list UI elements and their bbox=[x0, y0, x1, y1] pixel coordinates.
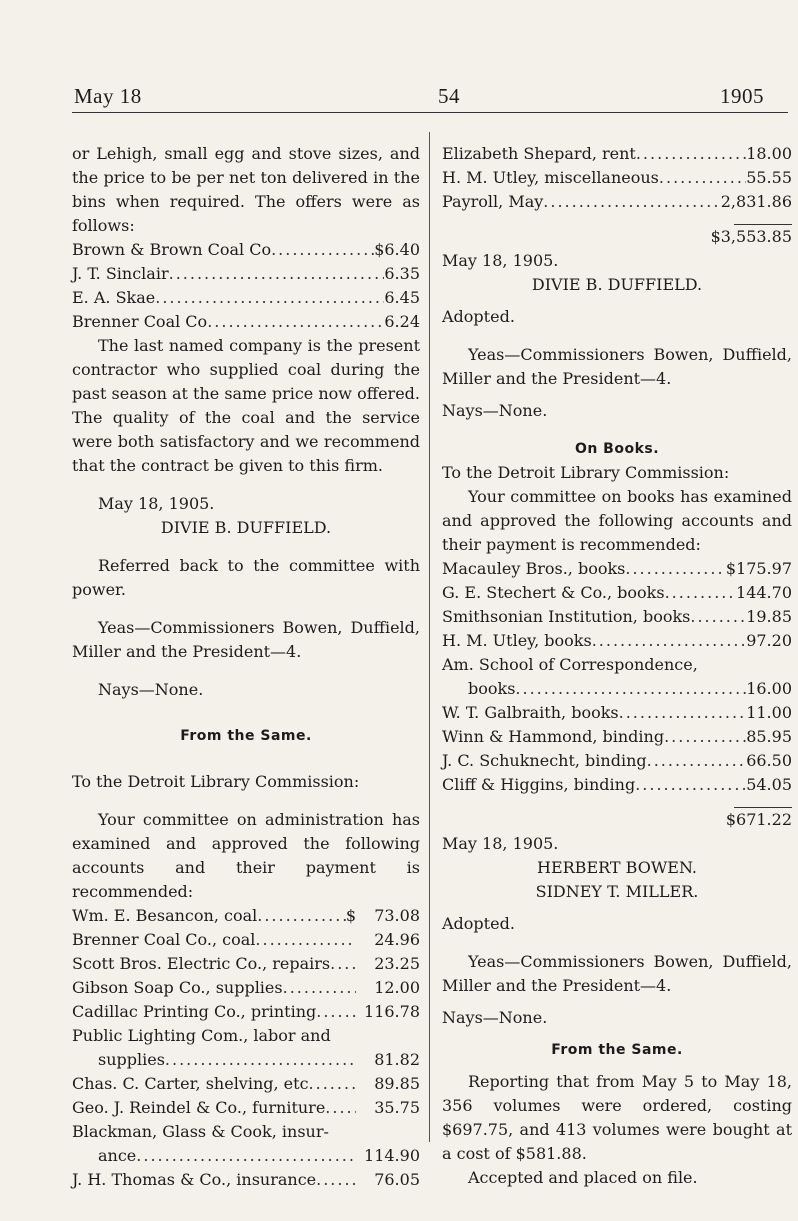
offer-amount: $6.40 bbox=[374, 240, 420, 259]
yeas-text: Yeas—Commissioners Bowen, Duffield, Miller and the President—4. bbox=[72, 618, 420, 661]
report-paragraph: Reporting that from May 5 to May 18, 356 volumes were ordered, costing $697.75, and 413 volumes were bought at a cost of $581.88. bbox=[442, 1072, 792, 1163]
book-label: W. T. Galbraith, books bbox=[442, 703, 619, 722]
books-intro-paragraph: Your committee on books has examined and approved the following accounts and their payment is recommended: bbox=[442, 487, 792, 554]
book-label: Macauley Bros., books bbox=[442, 559, 626, 578]
offer-amount: 6.24 bbox=[384, 312, 420, 331]
report-date: May 18, 1905. bbox=[442, 834, 559, 853]
nays-text: Nays—None. bbox=[442, 1008, 548, 1027]
column-divider bbox=[429, 132, 430, 1142]
account-label: Brenner Coal Co., coal bbox=[72, 930, 256, 949]
section-heading: On Books. bbox=[574, 441, 660, 457]
offer-amount: 6.45 bbox=[384, 288, 420, 307]
offer-row bbox=[72, 286, 420, 310]
signature: HERBERT BOWEN. bbox=[537, 858, 697, 877]
account-label: ance bbox=[98, 1146, 137, 1165]
adopted-text: Adopted. bbox=[442, 307, 515, 326]
book-label: J. C. Schuknecht, binding bbox=[442, 751, 647, 770]
account-label: J. H. Thomas & Co., insurance bbox=[72, 1170, 317, 1189]
account-label: Public Lighting Com., labor and bbox=[72, 1026, 331, 1045]
signature: SIDNEY T. MILLER. bbox=[535, 882, 699, 901]
book-amount: 97.20 bbox=[746, 631, 792, 650]
book-amount: 54.05 bbox=[746, 775, 792, 794]
account-row bbox=[72, 1000, 420, 1024]
account-label: Wm. E. Besancon, coal bbox=[72, 906, 258, 925]
section-heading: From the Same. bbox=[180, 728, 312, 744]
account-label: Gibson Soap Co., supplies bbox=[72, 978, 283, 997]
account-amount: 55.55 bbox=[746, 168, 792, 187]
account-label: Elizabeth Shepard, rent bbox=[442, 144, 636, 163]
account-row bbox=[442, 166, 792, 190]
account-row bbox=[72, 1168, 420, 1192]
account-amount: 114.90 bbox=[364, 1146, 420, 1165]
book-row bbox=[442, 749, 792, 773]
account-amount: 2,831.86 bbox=[720, 192, 792, 211]
book-label: Smithsonian Institution, books bbox=[442, 607, 691, 626]
account-row bbox=[72, 952, 420, 976]
account-amount: 73.08 bbox=[374, 906, 420, 925]
offer-amount: 6.35 bbox=[384, 264, 420, 283]
account-amount: 89.85 bbox=[374, 1074, 420, 1093]
account-amount: 23.25 bbox=[374, 954, 420, 973]
book-row bbox=[442, 605, 792, 629]
book-row bbox=[442, 773, 792, 797]
account-total: $3,553.85 bbox=[710, 227, 792, 246]
account-row bbox=[72, 1144, 420, 1168]
book-label: Am. School of Correspondence, bbox=[442, 655, 698, 674]
page-header bbox=[72, 76, 788, 116]
yeas-text: Yeas—Commissioners Bowen, Duffield, Miller and the President—4. bbox=[442, 345, 792, 388]
book-amount: 16.00 bbox=[746, 679, 792, 698]
header-rule bbox=[72, 112, 788, 113]
nays-text: Nays—None. bbox=[442, 401, 548, 420]
yeas-text: Yeas—Commissioners Bowen, Duffield, Miller and the President—4. bbox=[442, 952, 792, 995]
signature: DIVIE B. DUFFIELD. bbox=[531, 275, 703, 294]
nays-text: Nays—None. bbox=[98, 680, 204, 699]
signature: DIVIE B. DUFFIELD. bbox=[160, 518, 332, 537]
account-label: H. M. Utley, miscellaneous bbox=[442, 168, 659, 187]
book-amount: 19.85 bbox=[746, 607, 792, 626]
offer-label: Brenner Coal Co bbox=[72, 312, 208, 331]
offer-row bbox=[72, 262, 420, 286]
referred-text: Referred back to the committee with power. bbox=[72, 556, 420, 599]
account-amount: 116.78 bbox=[364, 1002, 420, 1021]
salutation: To the Detroit Library Commission: bbox=[442, 463, 730, 482]
book-amount: $175.97 bbox=[725, 559, 792, 578]
book-row bbox=[442, 677, 792, 701]
account-row bbox=[442, 142, 792, 166]
account-row bbox=[72, 1096, 420, 1120]
account-amount: 81.82 bbox=[374, 1050, 420, 1069]
account-amount: 12.00 bbox=[374, 978, 420, 997]
account-amount: 24.96 bbox=[374, 930, 420, 949]
account-row bbox=[72, 904, 420, 928]
section-heading: From the Same. bbox=[551, 1042, 683, 1058]
book-row bbox=[442, 581, 792, 605]
total-rule bbox=[442, 214, 792, 225]
accepted-text: Accepted and placed on file. bbox=[468, 1168, 698, 1187]
coal-intro-paragraph: or Lehigh, small egg and stove sizes, and the price to be per net ton delivered in the bins when required. The offers were as follows: bbox=[72, 144, 420, 235]
page-number: 54 bbox=[438, 84, 460, 108]
account-label: Geo. J. Reindel & Co., furniture bbox=[72, 1098, 326, 1117]
book-amount: 66.50 bbox=[746, 751, 792, 770]
account-row bbox=[72, 976, 420, 1000]
account-row bbox=[442, 190, 792, 214]
book-row bbox=[442, 725, 792, 749]
account-amount: 35.75 bbox=[374, 1098, 420, 1117]
report-date: May 18, 1905. bbox=[442, 251, 559, 270]
contractor-paragraph: The last named company is the present contractor who supplied coal during the past season at the same price now offered. The quality of the coal and the service were both satisfactory and we recommend that the contract be given to this firm. bbox=[72, 336, 420, 475]
book-amount: 85.95 bbox=[746, 727, 792, 746]
salutation: To the Detroit Library Commission: bbox=[72, 772, 360, 791]
report-date: May 18, 1905. bbox=[98, 494, 215, 513]
books-total: $671.22 bbox=[725, 810, 792, 829]
book-row bbox=[442, 701, 792, 725]
account-label: Chas. C. Carter, shelving, etc bbox=[72, 1074, 309, 1093]
book-label: Cliff & Higgins, binding bbox=[442, 775, 636, 794]
offer-row bbox=[72, 310, 420, 334]
book-label: H. M. Utley, books bbox=[442, 631, 592, 650]
account-label: Cadillac Printing Co., printing bbox=[72, 1002, 317, 1021]
offer-label: E. A. Skae bbox=[72, 288, 156, 307]
book-row bbox=[442, 557, 792, 581]
account-label: Payroll, May bbox=[442, 192, 544, 211]
offer-row bbox=[72, 238, 420, 262]
account-label: supplies bbox=[98, 1050, 165, 1069]
account-dollar: $ bbox=[345, 906, 356, 925]
account-label: Scott Bros. Electric Co., repairs bbox=[72, 954, 331, 973]
book-amount: 11.00 bbox=[746, 703, 792, 722]
account-amount: 76.05 bbox=[374, 1170, 420, 1189]
right-column bbox=[442, 142, 792, 1190]
book-label: Winn & Hammond, binding bbox=[442, 727, 665, 746]
book-row bbox=[442, 629, 792, 653]
account-row bbox=[72, 928, 420, 952]
account-row bbox=[72, 1048, 420, 1072]
account-amount: 18.00 bbox=[746, 144, 792, 163]
header-year: 1905 bbox=[720, 84, 764, 108]
left-column bbox=[72, 142, 420, 1192]
offer-label: J. T. Sinclair bbox=[72, 264, 169, 283]
book-label: books bbox=[468, 679, 516, 698]
offer-label: Brown & Brown Coal Co bbox=[72, 240, 272, 259]
book-label: G. E. Stechert & Co., books bbox=[442, 583, 665, 602]
total-rule bbox=[442, 797, 792, 808]
book-amount: 144.70 bbox=[736, 583, 792, 602]
committee-paragraph: Your committee on administration has examined and approved the following accounts and their payment is recommended: bbox=[72, 810, 420, 901]
account-row bbox=[72, 1072, 420, 1096]
adopted-text: Adopted. bbox=[442, 914, 515, 933]
account-label: Blackman, Glass & Cook, insur- bbox=[72, 1122, 329, 1141]
header-date: May 18 bbox=[74, 84, 142, 108]
